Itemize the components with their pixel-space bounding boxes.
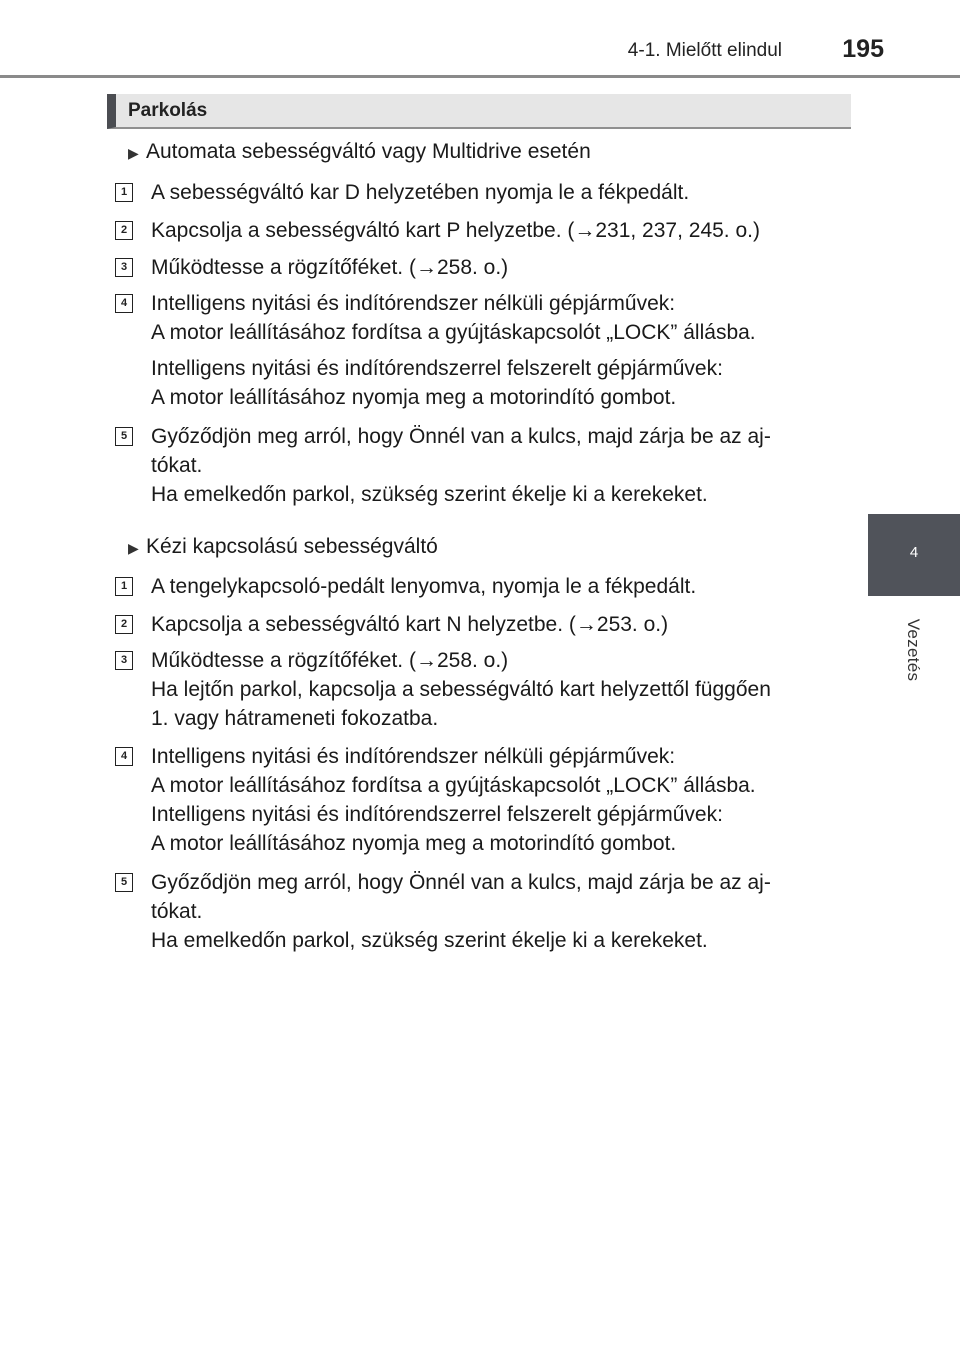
step-text: A motor leállításához fordítsa a gyújtáskapcsolót „LOCK” állásba.: [151, 774, 756, 797]
chapter-tab-number: 4: [909, 544, 919, 561]
step-text: Intelligens nyitási és indítórendszerrel felszerelt gépjárművek:: [151, 357, 723, 380]
step-number: 3: [115, 258, 133, 277]
page-number: 195: [842, 35, 884, 63]
step-number: 2: [115, 615, 133, 634]
chapter-tab[interactable]: [868, 514, 960, 596]
step-number: 5: [115, 873, 133, 892]
step-text: A motor leállításához nyomja meg a motorindító gombot.: [151, 386, 677, 409]
step-text: Intelligens nyitási és indítórendszer nélküli gépjárművek:: [151, 292, 676, 315]
step-text: A motor leállításához fordítsa a gyújtáskapcsolót „LOCK” állásba.: [151, 321, 756, 344]
section-title: Parkolás: [128, 100, 208, 121]
automatic-heading: [128, 140, 591, 164]
triangle-right-icon: ▶: [128, 145, 139, 161]
manual-heading-text: Kézi kapcsolású sebességváltó: [146, 535, 438, 558]
step-number: 1: [115, 183, 133, 202]
step-text: Ha emelkedőn parkol, szükség szerint ékelje ki a kerekeket.: [151, 483, 708, 506]
step-text: tókat.: [151, 900, 203, 923]
step-text: Ha emelkedőn parkol, szükség szerint ékelje ki a kerekeket.: [151, 929, 708, 952]
automatic-heading-text: Automata sebességváltó vagy Multidrive esetén: [146, 140, 591, 163]
step-text: Működtesse a rögzítőféket. (→258. o.): [151, 256, 509, 279]
step-text: Intelligens nyitási és indítórendszer nélküli gépjárművek:: [151, 745, 676, 768]
manual-heading: [128, 535, 438, 559]
step-text: Ha lejtőn parkol, kapcsolja a sebességváltó kart helyzettől függően: [151, 678, 771, 701]
step-text: Intelligens nyitási és indítórendszerrel felszerelt gépjárművek:: [151, 803, 723, 826]
step-number: 1: [115, 577, 133, 596]
step-text: A motor leállításához nyomja meg a motorindító gombot.: [151, 832, 677, 855]
triangle-right-icon: ▶: [128, 540, 139, 556]
step-text: Működtesse a rögzítőféket. (→258. o.): [151, 649, 509, 672]
chapter-title: 4-1. Mielőtt elindul: [627, 40, 782, 61]
step-number: 2: [115, 221, 133, 240]
step-number: 5: [115, 427, 133, 446]
step-number: 4: [115, 747, 133, 766]
step-text: Kapcsolja a sebességváltó kart P helyzetbe. (→231, 237, 245. o.): [151, 219, 760, 242]
header-divider: [0, 75, 960, 78]
step-number: 3: [115, 651, 133, 670]
chapter-tab-label: Vezetés: [904, 618, 923, 682]
step-text: Kapcsolja a sebességváltó kart N helyzetbe. (→253. o.): [151, 613, 669, 636]
step-text: Győződjön meg arról, hogy Önnél van a kulcs, majd zárja be az aj-: [151, 425, 771, 448]
step-text: 1. vagy hátrameneti fokozatba.: [151, 707, 439, 730]
step-text: tókat.: [151, 454, 203, 477]
step-text: A tengelykapcsoló-pedált lenyomva, nyomja le a fékpedált.: [151, 575, 697, 598]
section-header: [107, 94, 851, 129]
step-text: A sebességváltó kar D helyzetében nyomja le a fékpedált.: [151, 181, 690, 204]
step-text: Győződjön meg arról, hogy Önnél van a kulcs, majd zárja be az aj-: [151, 871, 771, 894]
step-number: 4: [115, 294, 133, 313]
